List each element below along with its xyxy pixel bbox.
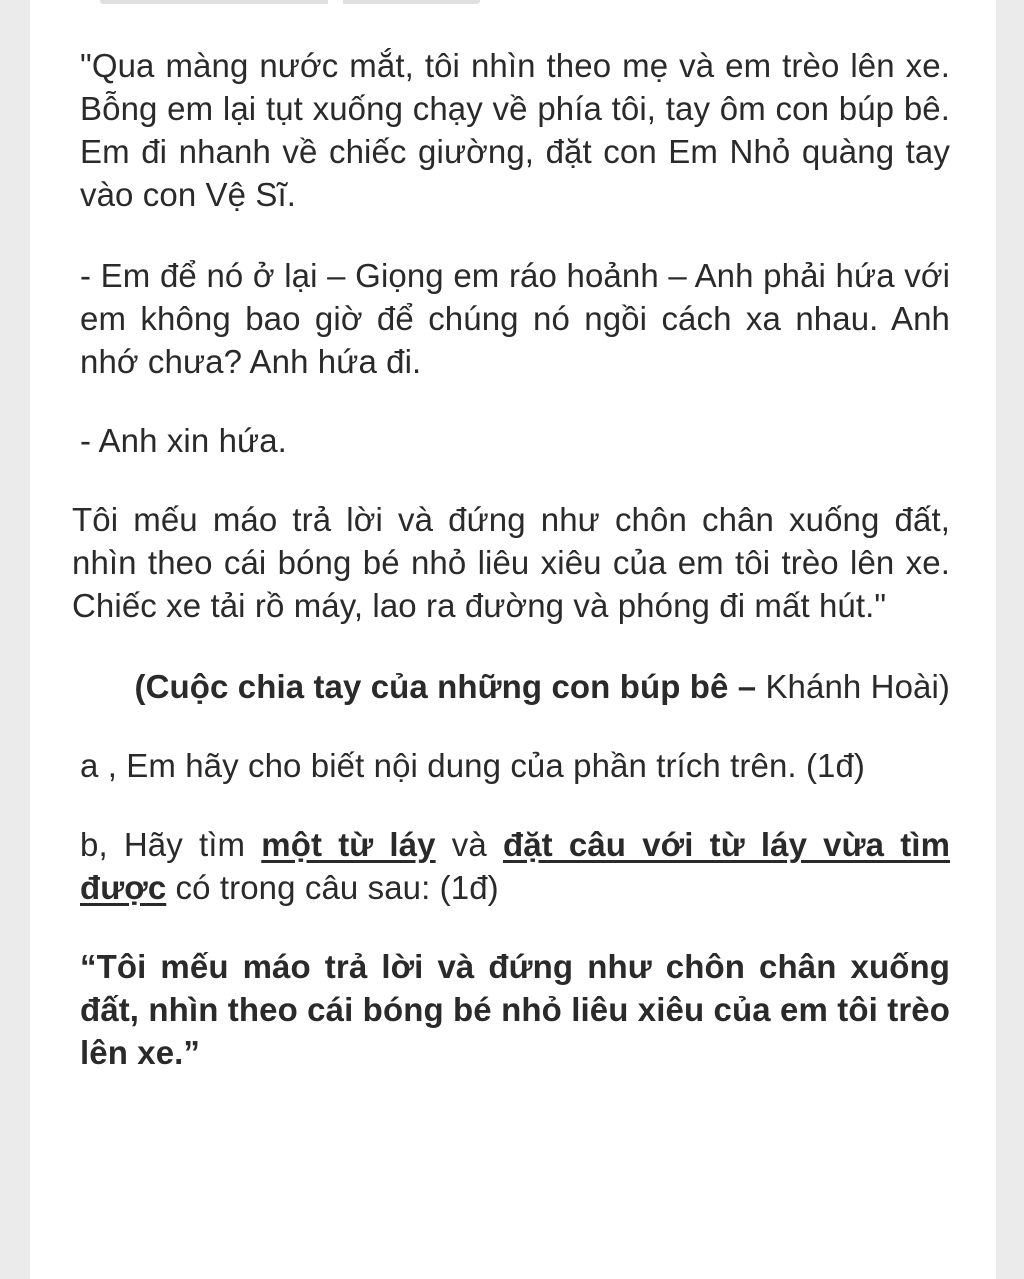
source-citation [72,665,950,708]
question-b-prefix: b, Hãy tìm [80,826,262,863]
source-author: Khánh Hoài) [756,668,950,705]
question-b-underline-2: đặt câu với từ láy vừa tìm được [80,826,951,906]
question-b [72,823,950,909]
question-b-suffix: có trong câu sau: (1đ) [166,869,499,906]
document-content [72,44,950,1107]
cropped-text-line [100,0,480,4]
question-b-underline-1: một từ láy [261,826,436,863]
question-b-quote: “Tôi mếu máo trả lời và đứng như chôn chân xuống đất, nhìn theo cái bóng bé nhỏ liêu xiêu của em tôi trèo lên xe.” [80,948,950,1071]
source-title: Cuộc chia tay của những con búp bê – [145,668,757,705]
passage-paragraph-4: Tôi mếu máo trả lời và đứng như chôn chân xuống đất, nhìn theo cái bóng bé nhỏ liêu xiêu của em tôi trèo lên xe. Chiếc xe tải rồ máy, lao ra đường và phóng đi mất hút." [72,501,950,624]
question-a: a , Em hãy cho biết nội dung của phần trích trên. (1đ) [80,747,866,784]
question-b-mid: và [435,826,503,863]
passage-paragraph-1: "Qua màng nước mắt, tôi nhìn theo mẹ và em trèo lên xe. Bỗng em lại tụt xuống chạy về phía tôi, tay ôm con búp bê. Em đi nhanh về chiếc giường, đặt con Em Nhỏ quàng tay vào con Vệ Sĩ. [80,47,950,213]
passage-paragraph-2: - Em để nó ở lại – Giọng em ráo hoảnh – Anh phải hứa với em không bao giờ để chúng nó ngồi cách xa nhau. Anh nhớ chưa? Anh hứa đi. [80,257,950,380]
passage-paragraph-3: - Anh xin hứa. [80,422,287,459]
source-open-paren: ( [134,668,146,705]
